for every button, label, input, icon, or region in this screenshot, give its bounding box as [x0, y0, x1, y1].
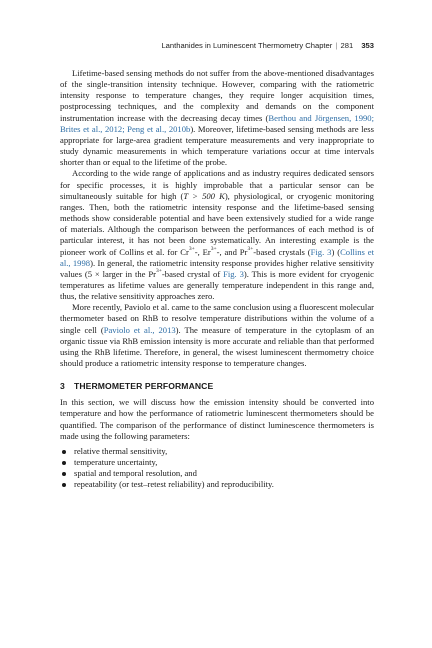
citation-link[interactable]: Paviolo et al., 2013: [103, 324, 176, 335]
text-run: ). This is more evident for cryogenic temperatures as lifetime values are generally temperature independent in this range and, thus, the relative sensitivity approaches zero.: [60, 268, 374, 302]
text-run: ), physiological, or cryogenic monitoring ranges. Then, both the ratiometric intensity response and the lifetime-based sensing methods show considerable potential and have been extensively studied for a wide range of materials. Although the comparison between the performances of each method is of particular interest, it has not been done systematically. An interesting example is the pioneer work of Collins et al. for Cr: [60, 190, 374, 257]
text-run: -based crystal of: [161, 268, 224, 279]
list-item-text: temperature uncertainty,: [74, 457, 158, 467]
text-run: According to the wide range of applications and as industry requires dedicated sensors for specific processes, it is highly improbable that a particular sensor can be simultaneously suitable for high (: [60, 168, 374, 201]
math-inline: T > 500 K: [183, 190, 225, 201]
text-run: More recently, Paviolo et al. came to the same conclusion using a fluorescent molecular thermometer based on RhB to resolve temperature distributions within the volume of a single cell (: [60, 302, 374, 335]
superscript: 3+: [188, 246, 195, 253]
citation-link[interactable]: Berthou and Jörgensen, 1990; Brites et al., 2012; Peng et al., 2010b: [60, 112, 374, 134]
text-run: ) (: [331, 246, 341, 257]
running-head-title: Lanthanides in Luminescent Thermometry: [161, 41, 304, 50]
bullet-icon: [62, 450, 66, 454]
section-heading: [60, 381, 374, 391]
superscript: 3+: [247, 246, 254, 253]
list-item-text: spatial and temporal resolution, and: [74, 468, 197, 479]
bullet-icon: [62, 483, 66, 487]
superscript: 3+: [210, 246, 217, 253]
text-run: ). In general, the ratiometric intensity response provides higher relative sensitivity values (5 × larger in the Pr: [60, 257, 374, 279]
list-item: [60, 457, 374, 468]
paragraph-paviolo: [60, 302, 374, 369]
text-run: -based crystals (: [253, 246, 311, 257]
list-item-text: relative thermal sensitivity,: [74, 445, 168, 456]
parameter-list: [60, 446, 374, 491]
text-run: ). The measure of temperature in the cytoplasm of an organic tissue via RhB emission intensity is more accurate and reliable than that performed using the RhB lifetime. Therefore, in general, the wisest luminescent thermometry choice should produce a ratiometric intensity response to temperature changes.: [60, 324, 374, 369]
text-run: -, Er: [194, 246, 211, 257]
paragraph-applications: [60, 168, 374, 302]
figure-link[interactable]: Fig. 3: [310, 246, 332, 257]
running-head-separator: |: [335, 41, 338, 50]
list-item: [60, 468, 374, 479]
figure-link[interactable]: Fig. 3: [223, 268, 244, 279]
text-run: -, and Pr: [216, 246, 248, 257]
paragraph-section-intro: In this section, we will discuss how the emission intensity should be converted into temperature and how the performance of ratiometric luminescent thermometers should be quantified. The comparison of the performance of distinct luminescence thermometers is made using the following parameters:: [60, 397, 374, 441]
running-head: [60, 41, 374, 50]
section-title: THERMOMETER PERFORMANCE: [74, 381, 214, 392]
text-run: Lifetime-based sensing methods do not suffer from the above-mentioned disadvantages of the single-transition intensity technique. However, comparing with the ratiometric intensity response to temperature changes, they require longer acquisition times, postprocessing techniques, and the complexity and demands on the component instrumentation increase with the decreasing decay times (: [60, 68, 374, 123]
list-item: [60, 446, 374, 457]
bullet-icon: [62, 461, 66, 465]
paragraph-lifetime-methods: [60, 68, 374, 168]
bullet-icon: [62, 472, 66, 476]
body-text: [60, 68, 374, 490]
citation-link[interactable]: Collins et al., 1998: [60, 246, 374, 268]
running-head-chapter-number: 281: [340, 41, 354, 50]
section-number: 3: [60, 381, 65, 392]
page-number: 353: [361, 41, 374, 50]
list-item-text: repeatability (or test–retest reliability) and reproducibility.: [74, 479, 274, 490]
list-item: [60, 479, 374, 490]
superscript: 3+: [156, 268, 162, 275]
running-head-chapter-label: Chapter: [305, 41, 333, 50]
text-run: ). Moreover, lifetime-based sensing methods are less appropriate for large-area gradient temperature measurements and very inappropriate to study dynamic measurements in which temperature variations occur at time intervals shorter than or equal to the lifetime of the probe.: [60, 123, 374, 168]
